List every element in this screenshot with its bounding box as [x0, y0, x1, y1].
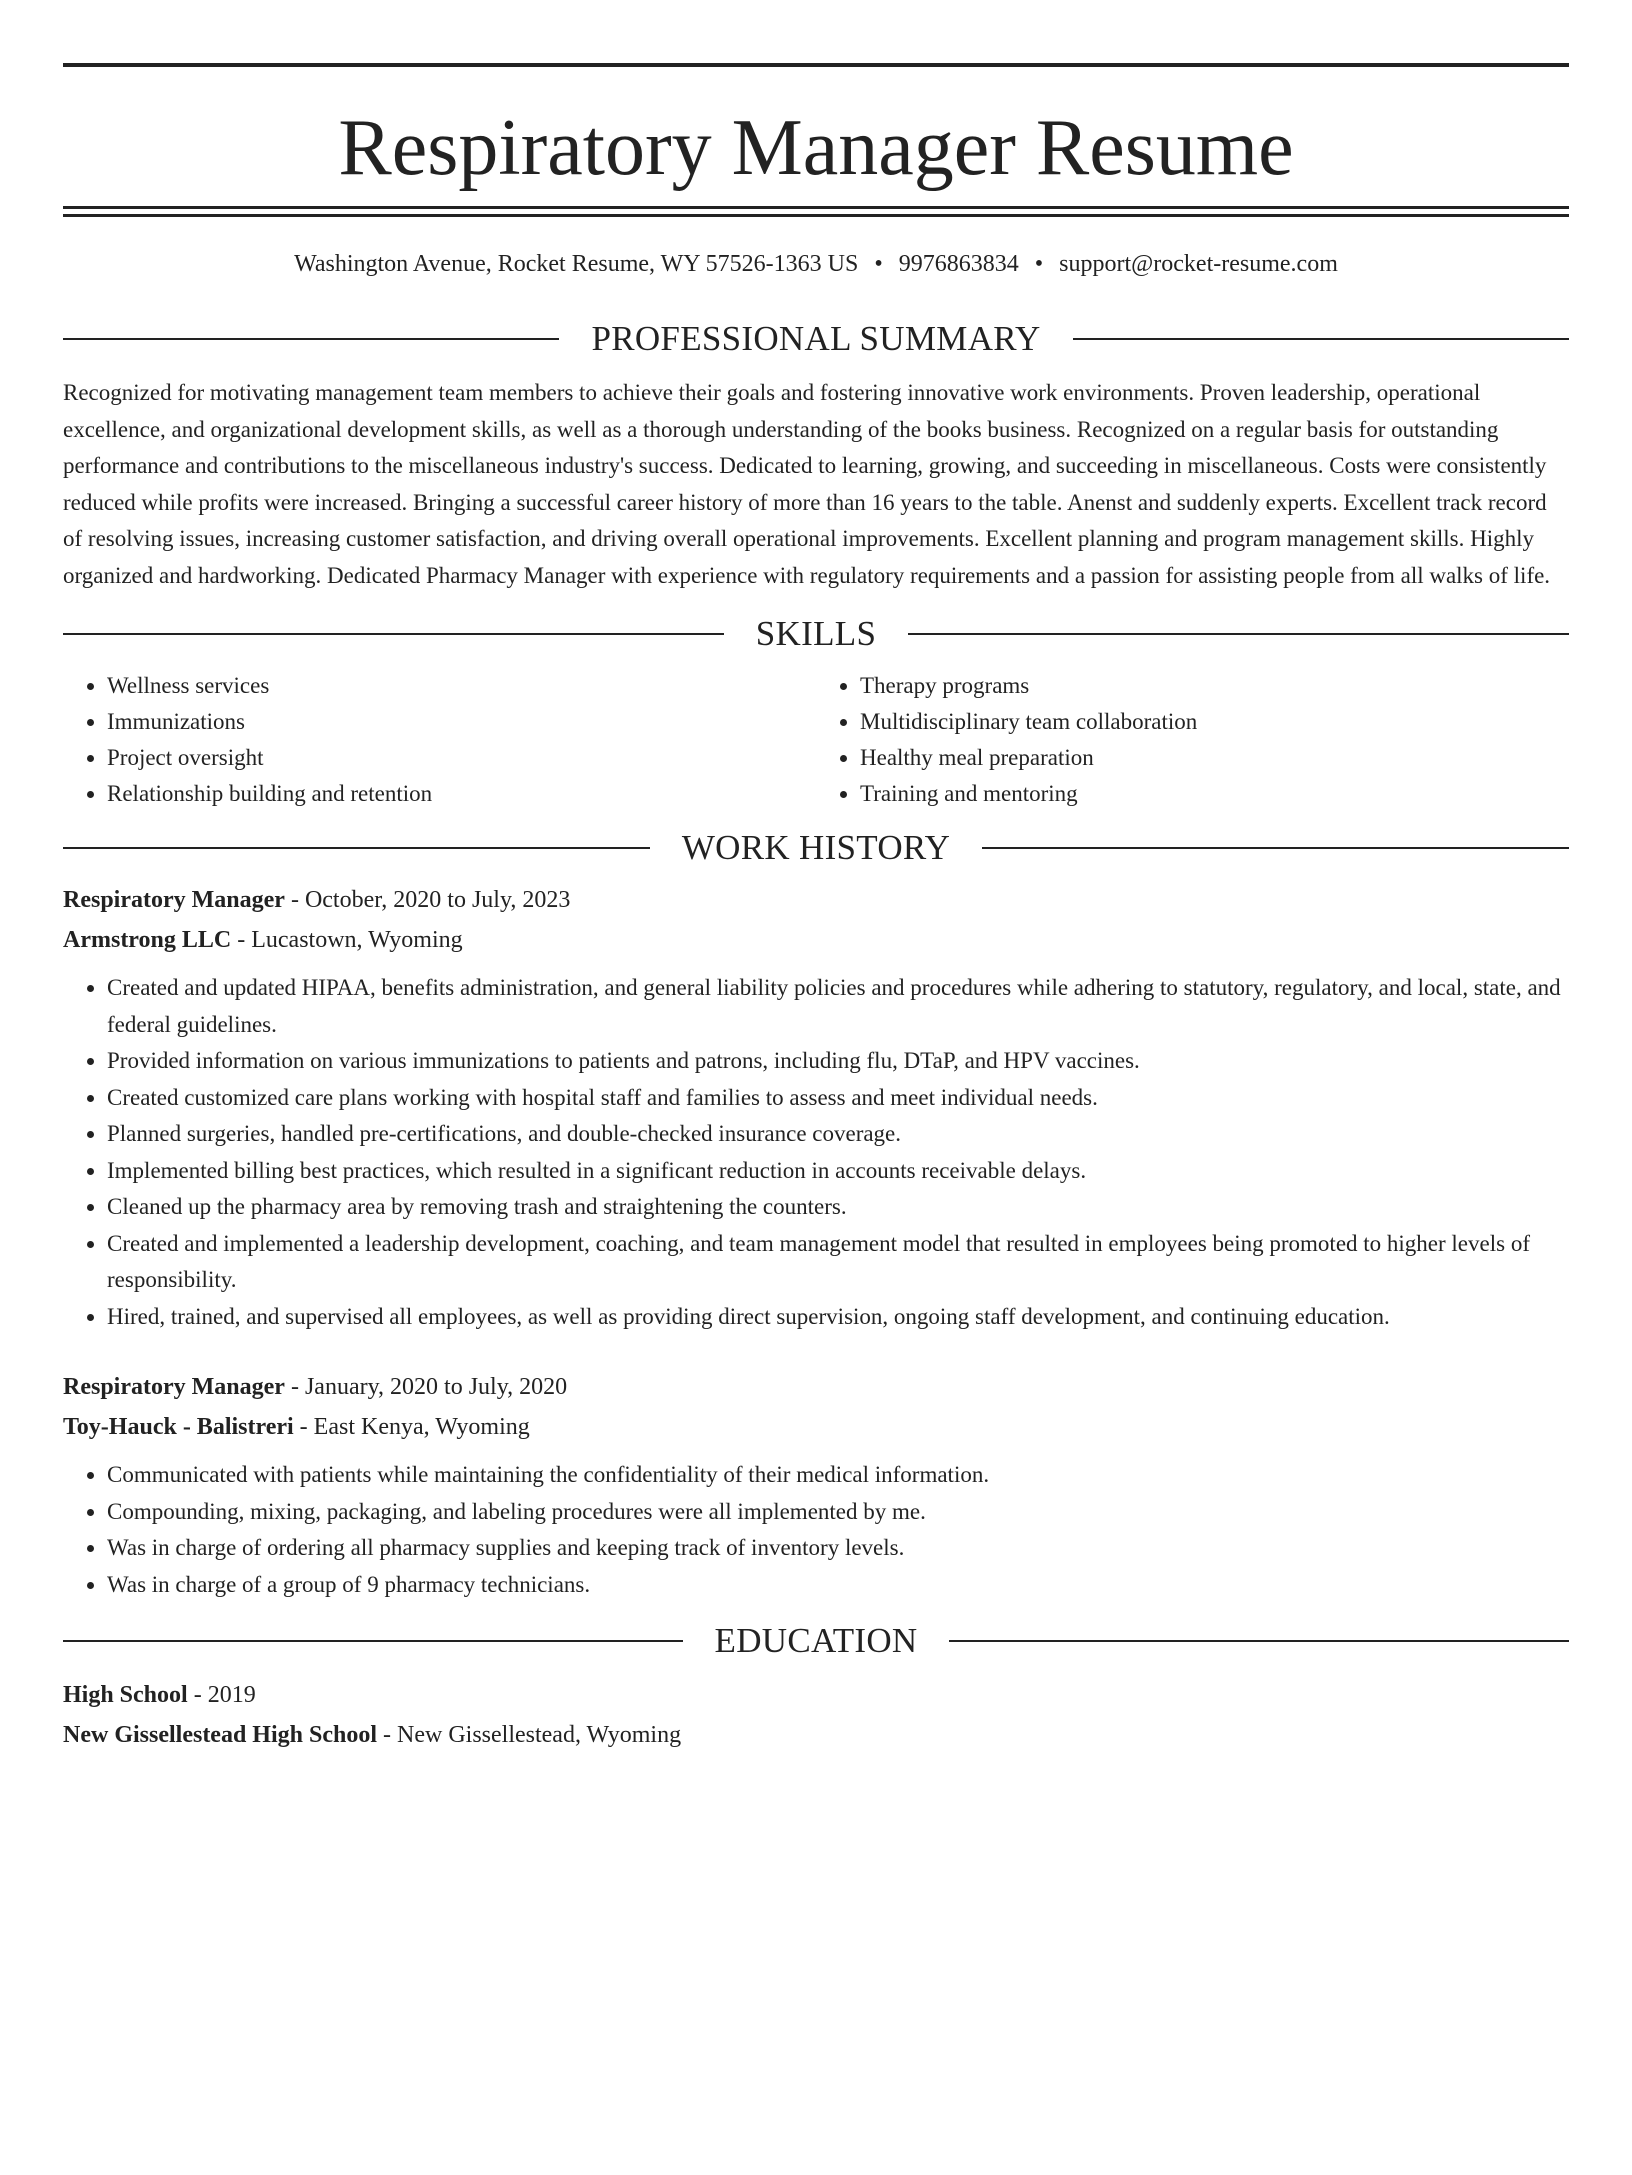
education-degree-line: [63, 1675, 1569, 1715]
job-company-line: [63, 920, 1569, 960]
job-title: Respiratory Manager: [63, 1374, 285, 1400]
heading-rule-left: [63, 847, 650, 849]
work-heading-label: WORK HISTORY: [681, 828, 951, 867]
job-company: Toy-Hauck - Balistreri: [63, 1414, 294, 1440]
education-section-heading: [63, 1619, 1569, 1663]
job-bullet: • Communicated with patients while maintaining the confidentiality of their medical information.: [107, 1457, 1569, 1494]
heading-rule-left: [63, 1640, 683, 1642]
education-entry: [63, 1675, 1569, 1755]
heading-rule-right: [949, 1640, 1569, 1642]
education-degree: High School: [63, 1682, 188, 1708]
skill-item: • Wellness services: [107, 668, 816, 704]
job-bullet: • Provided information on various immunizations to patients and patrons, including flu, DTaP, and HPV vaccines.: [107, 1043, 1569, 1080]
heading-rule-right: [982, 847, 1569, 849]
job-entry: [63, 1367, 1569, 1603]
education-location: - New Gissellestead, Wyoming: [377, 1722, 682, 1748]
skill-item: • Relationship building and retention: [107, 776, 816, 812]
job-bullet: • Created customized care plans working with hospital staff and families to assess and meet individual needs.: [107, 1080, 1569, 1117]
skills-section-heading: [63, 612, 1569, 656]
skill-item: • Therapy programs: [860, 668, 1569, 704]
contact-separator: •: [1034, 251, 1044, 277]
job-title: Respiratory Manager: [63, 887, 285, 913]
summary-text: Recognized for motivating management team members to achieve their goals and fostering innovative work environments. Proven leadership, operational excellence, and organizational development skills, as well as a thorough understanding of the books business. Recognized on a regular basis for outstanding performance and contributions to the miscellaneous industry's success. Dedicated to learning, growing, and succeeding in miscellaneous. Costs were consistently reduced while profits were increased. Bringing a successful career history of more than 16 years to the table. Anenst and suddenly experts. Excellent track record of resolving issues, increasing customer satisfaction, and driving overall operational improvements. Excellent planning and program management skills. Highly organized and hardworking. Dedicated Pharmacy Manager with experience with regulatory requirements and a passion for assisting people from all walks of life.: [63, 380, 1551, 588]
education-heading-label: EDUCATION: [714, 1621, 918, 1660]
job-bullet: • Was in charge of ordering all pharmacy supplies and keeping track of inventory levels.: [107, 1530, 1569, 1567]
job-bullet: • Created and updated HIPAA, benefits administration, and general liability policies and procedures while adhering to statutory, regulatory, and local, state, and federal guidelines.: [107, 970, 1569, 1043]
education-school: New Gissellestead High School: [63, 1722, 378, 1748]
title-double-divider: [63, 206, 1569, 217]
job-bullet: • Planned surgeries, handled pre-certifications, and double-checked insurance coverage.: [107, 1116, 1569, 1153]
summary-heading-label: PROFESSIONAL SUMMARY: [591, 319, 1041, 358]
skill-item: • Healthy meal preparation: [860, 740, 1569, 776]
job-bullet: • Implemented billing best practices, which resulted in a significant reduction in accounts receivable delays.: [107, 1153, 1569, 1190]
job-location: - East Kenya, Wyoming: [293, 1414, 530, 1440]
skills-heading-label: SKILLS: [755, 614, 877, 653]
contact-address: Washington Avenue, Rocket Resume, WY 57526-1363 US: [294, 251, 859, 277]
resume-page: [0, 63, 1632, 2175]
job-dates: - October, 2020 to July, 2023: [284, 887, 571, 913]
job-company: Armstrong LLC: [63, 927, 232, 953]
job-title-line: [63, 880, 1569, 920]
summary-section-heading: [63, 317, 1569, 361]
heading-rule-left: [63, 338, 559, 340]
job-bullet: • Compounding, mixing, packaging, and labeling procedures were all implemented by me.: [107, 1494, 1569, 1531]
work-section-heading: [63, 826, 1569, 870]
skills-list: [63, 668, 1569, 812]
heading-rule-right: [1073, 338, 1569, 340]
education-year: - 2019: [187, 1682, 256, 1708]
contact-separator: •: [874, 251, 883, 277]
job-bullet: • Was in charge of a group of 9 pharmacy technicians.: [107, 1567, 1569, 1604]
heading-rule-left: [63, 633, 724, 635]
skill-item: • Project oversight: [107, 740, 816, 776]
resume-title: Respiratory Manager Resume: [338, 104, 1294, 192]
job-bullet: • Hired, trained, and supervised all employees, as well as providing direct supervision, ongoing staff development, and continuing education.: [107, 1299, 1569, 1336]
job-bullet: • Cleaned up the pharmacy area by removing trash and straightening the counters.: [107, 1189, 1569, 1226]
skills-column-left: [63, 668, 816, 812]
job-title-line: [63, 1367, 1569, 1407]
job-location: - Lucastown, Wyoming: [231, 927, 463, 953]
job-entry: [63, 880, 1569, 1335]
job-dates: - January, 2020 to July, 2020: [284, 1374, 568, 1400]
education-school-line: [63, 1715, 1569, 1755]
contact-line: [63, 249, 1569, 279]
heading-rule-right: [908, 633, 1569, 635]
skill-item: • Training and mentoring: [860, 776, 1569, 812]
contact-email: support@rocket-resume.com: [1059, 251, 1338, 277]
skills-column-right: [816, 668, 1569, 812]
job-bullet: • Created and implemented a leadership development, coaching, and team management model that resulted in employees being promoted to higher levels of responsibility.: [107, 1226, 1569, 1299]
job-bullets: [63, 970, 1569, 1335]
contact-phone: 9976863834: [898, 251, 1019, 277]
skill-item: • Multidisciplinary team collaboration: [860, 704, 1569, 740]
job-company-line: [63, 1407, 1569, 1447]
job-bullets: [63, 1457, 1569, 1603]
skill-item: • Immunizations: [107, 704, 816, 740]
